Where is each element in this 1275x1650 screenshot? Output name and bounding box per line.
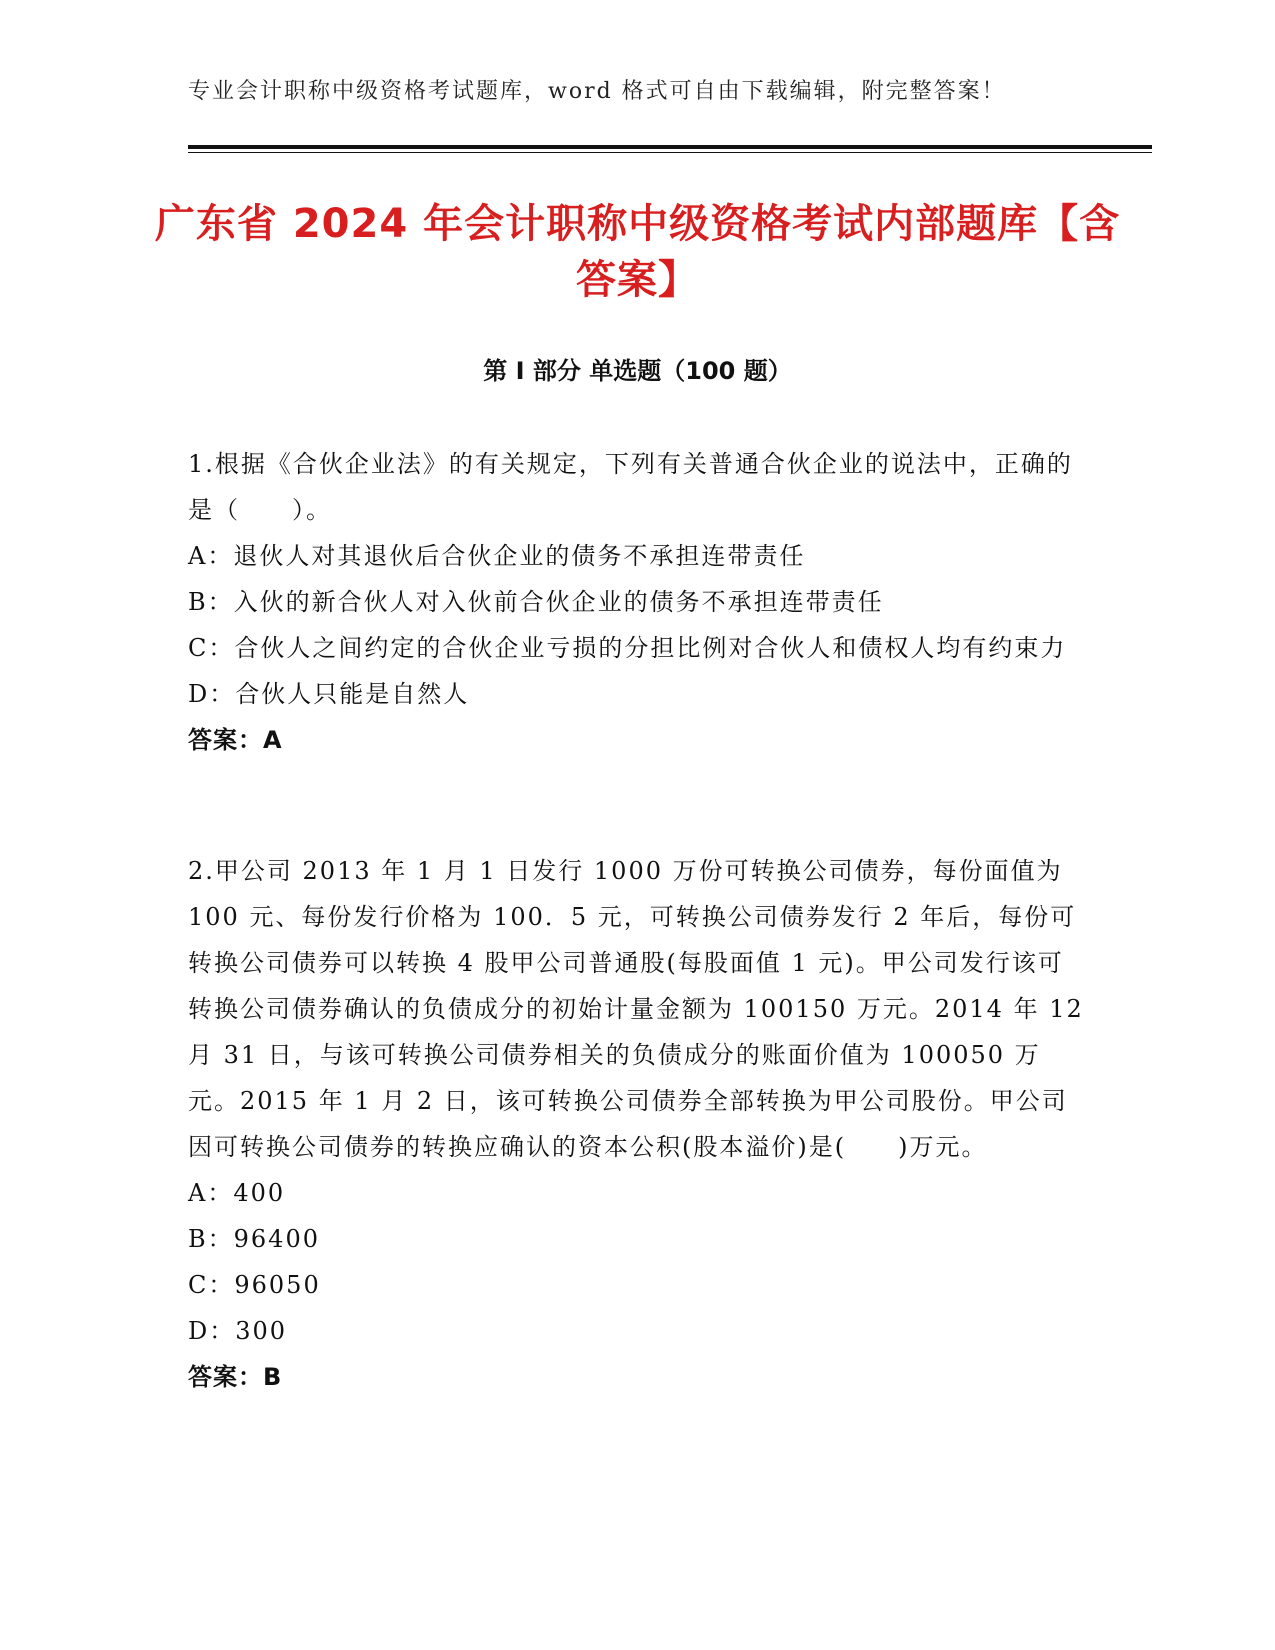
option-a: A：400: [188, 1179, 286, 1207]
question-2: [188, 848, 1088, 1400]
section-title: 第 I 部分 单选题（100 题）: [483, 357, 792, 385]
header-divider-thin: [188, 152, 1152, 153]
question-stem: 1.根据《合伙企业法》的有关规定，下列有关普通合伙企业的说法中，正确的是（ ）。: [188, 450, 1073, 524]
option-b: B：入伙的新合伙人对入伙前合伙企业的债务不承担连带责任: [188, 588, 884, 616]
question-stem: 2.甲公司 2013 年 1 月 1 日发行 1000 万份可转换公司债券，每份面值为 100 元、每份发行价格为 100．5 元，可转换公司债券发行 2 年后，每份可转换公司债券可以转换 4 股甲公司普通股(每股面值 1 元)。甲公司发行该可转换公司债券确认的负债成分的初始计量金额为 100150 万元。2014 年 12 月 31 日，与该可转换公司债券相关的负债成分的账面价值为 100050 万元。2015 年 1 月 2 日，该可转换公司债券全部转换为甲公司股份。甲公司因可转换公司债券的转换应确认的资本公积(股本溢价)是( )万元。: [188, 857, 1084, 1161]
option-a: A：退伙人对其退伙后合伙企业的债务不承担连带责任: [188, 542, 806, 570]
question-1: [188, 441, 1088, 763]
header-divider-thick: [188, 145, 1152, 149]
answer-label: 答案：B: [188, 1363, 283, 1391]
option-c: C：96050: [188, 1271, 321, 1299]
option-d: D：300: [188, 1317, 288, 1345]
document-title: 广东省 2024 年会计职称中级资格考试内部题库【含答案】: [154, 201, 1121, 303]
header-note: 专业会计职称中级资格考试题库，word 格式可自由下载编辑，附完整答案！: [188, 79, 1006, 104]
option-c: C：合伙人之间约定的合伙企业亏损的分担比例对合伙人和债权人均有约束力: [188, 634, 1067, 662]
option-b: B：96400: [188, 1225, 320, 1253]
answer-label: 答案：A: [188, 726, 283, 754]
option-d: D：合伙人只能是自然人: [188, 680, 470, 708]
